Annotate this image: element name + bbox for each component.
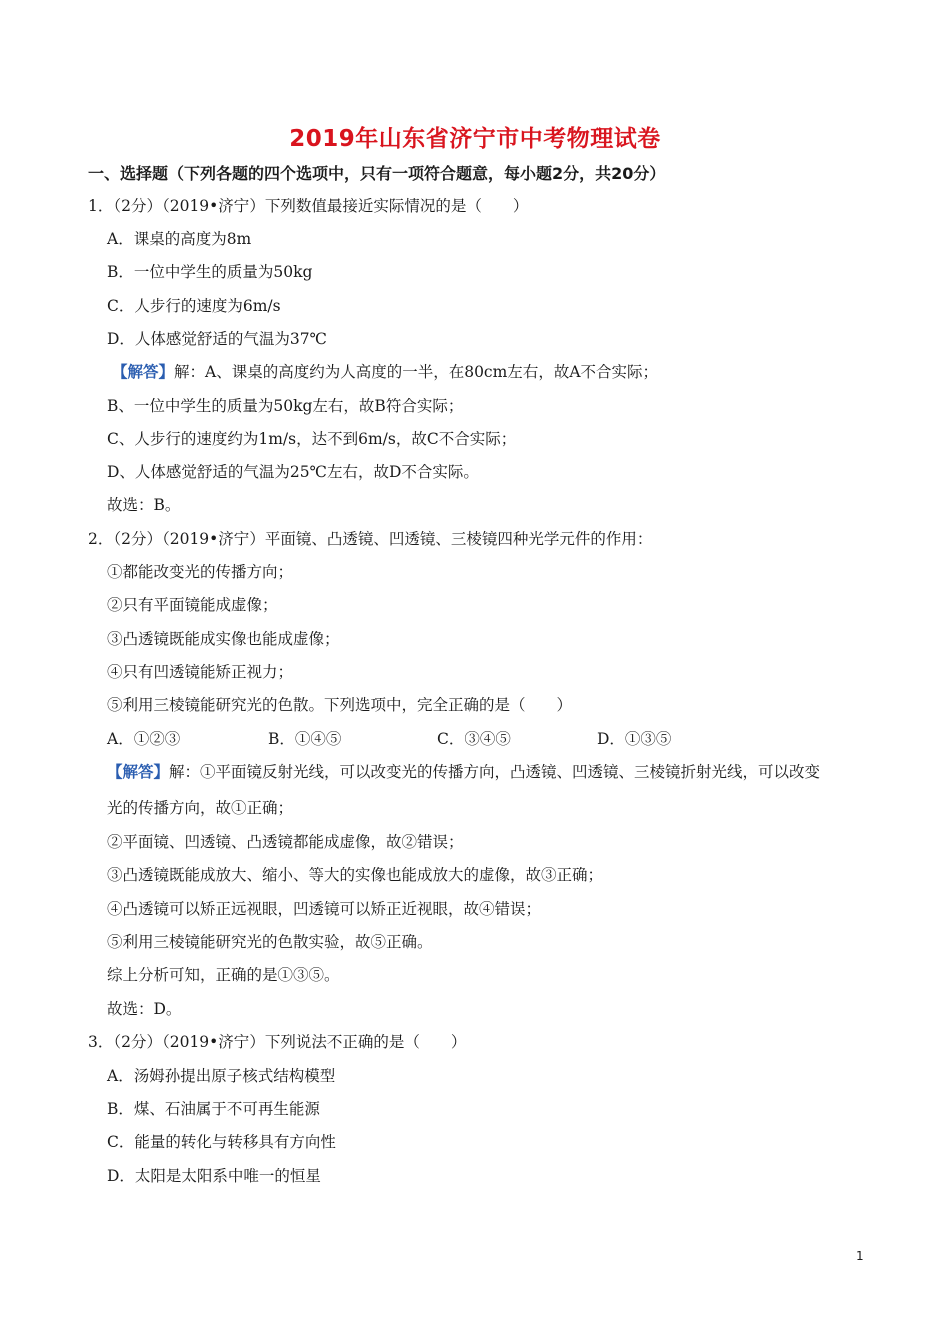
section-heading: 一、选择题（下列各题的四个选项中，只有一项符合题意，每小题2分，共20分）	[88, 164, 666, 183]
question-2-answer-line: ④凸透镜可以矫正远视眼，凹透镜可以矫正近视眼，故④错误；	[107, 900, 542, 918]
question-2-answer-first	[107, 761, 820, 783]
page-title: 2019年山东省济宁市中考物理试卷	[289, 126, 661, 152]
answer-text: 解：A、课桌的高度约为人高度的一半，在80cm左右，故A不合实际；	[174, 363, 659, 381]
question-1-answer-line: B、一位中学生的质量为50kg左右，故B符合实际；	[107, 397, 464, 415]
answer-tag: 【解答】	[107, 762, 170, 781]
question-2-option-d: D．①③⑤	[597, 730, 672, 748]
question-3-option-a: A．汤姆孙提出原子核式结构模型	[107, 1067, 336, 1085]
question-1-option-a: A．课桌的高度为8m	[107, 230, 252, 248]
question-1-answer-first	[112, 361, 658, 383]
question-2-answer-line: ②平面镜、凹透镜、凸透镜都能成虚像，故②错误；	[107, 833, 464, 851]
question-3-option-d: D．太阳是太阳系中唯一的恒星	[107, 1167, 321, 1185]
question-1-option-c: C．人步行的速度为6m/s	[107, 297, 281, 315]
question-2-statement: ⑤利用三棱镜能研究光的色散。下列选项中，完全正确的是（ ）	[107, 696, 573, 714]
question-1-option-b: B．一位中学生的质量为50kg	[107, 263, 313, 281]
question-2-answer-line: 综上分析可知，正确的是①③⑤。	[107, 966, 340, 984]
question-2-statement: ②只有平面镜能成虚像；	[107, 596, 278, 614]
question-2-option-b: B．①④⑤	[268, 730, 342, 748]
question-2-statement: ③凸透镜既能成实像也能成虚像；	[107, 630, 340, 648]
answer-tag: 【解答】	[112, 362, 175, 381]
page-number: 1	[856, 1249, 864, 1263]
question-1-answer-line: C、人步行的速度约为1m/s，达不到6m/s，故C不合实际；	[107, 430, 517, 448]
question-3-option-c: C．能量的转化与转移具有方向性	[107, 1133, 336, 1151]
question-1-answer-line: D、人体感觉舒适的气温为25℃左右，故D不合实际。	[107, 463, 479, 481]
question-2-answer-line: ③凸透镜既能成放大、缩小、等大的实像也能成放大的虚像，故③正确；	[107, 866, 604, 884]
question-2-stem: 2．（2分）（2019•济宁）平面镜、凸透镜、凹透镜、三棱镜四种光学元件的作用：	[88, 530, 653, 548]
question-1-option-d: D．人体感觉舒适的气温为37℃	[107, 330, 327, 348]
question-2-answer-choice: 故选：D。	[107, 1000, 182, 1018]
question-2-statement: ①都能改变光的传播方向；	[107, 563, 294, 581]
question-3-option-b: B．煤、石油属于不可再生能源	[107, 1100, 320, 1118]
question-2-option-a: A．①②③	[107, 730, 181, 748]
question-1-answer-choice: 故选：B。	[107, 496, 181, 514]
question-3-stem: 3．（2分）（2019•济宁）下列说法不正确的是（ ）	[88, 1033, 467, 1051]
question-1-stem: 1．（2分）（2019•济宁）下列数值最接近实际情况的是（ ）	[88, 197, 529, 215]
question-2-option-c: C．③④⑤	[437, 730, 511, 748]
question-2-answer-line: ⑤利用三棱镜能研究光的色散实验，故⑤正确。	[107, 933, 433, 951]
answer-text: 解：①平面镜反射光线，可以改变光的传播方向，凸透镜、凹透镜、三棱镜折射光线，可以改变	[169, 763, 821, 781]
question-2-answer-line: 光的传播方向，故①正确；	[107, 799, 294, 817]
question-2-statement: ④只有凹透镜能矫正视力；	[107, 663, 294, 681]
